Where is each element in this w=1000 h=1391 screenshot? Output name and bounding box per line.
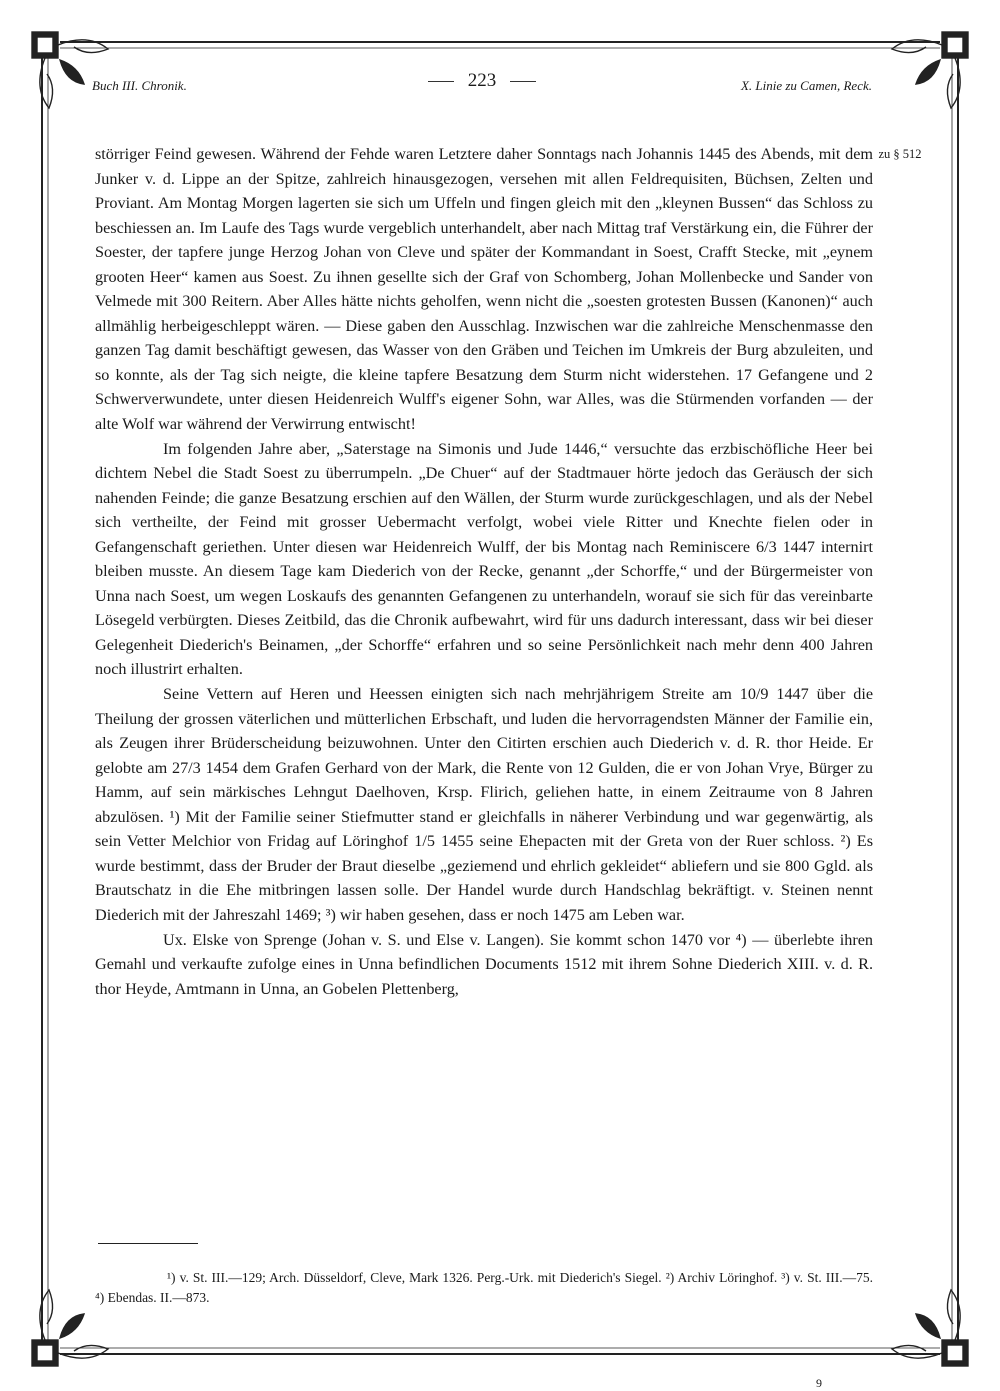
paragraph-3: Seine Vettern auf Heren und Heessen einigten sich nach mehrjährigem Streite am 10/9 1447 über die Theilung der grossen väterlichen und mütterlichen Erbschaft, und luden die hervorragendsten Männer der Familie ein, als Zeugen ihrer Brüderscheidung beizuwohnen. Unter den Citirten erschien auch Diederich v. d. R. thor Heide. Er gelobte am 27/3 1454 dem Grafen Gerhard von der Mark, die Rente von 12 Gulden, die er von Johan Vrye, Bürger zu Hamm, auf sein märkisches Lehngut Daelhoven, Krsp. Flirich, geliehen hatte, in einem Zeitraume von 8 Jahren abzulösen. ¹) Mit der Familie seiner Stiefmutter stand er gleichfalls in näherer Verbindung und war gegenwärtig, als sein Vetter Melchior von Fridag auf Löringhof 1/5 1455 seine Ehepacten mit der Greta von der Ruer schloss. ²) Es wurde bestimmt, dass der Bruder der Braut dieselbe „geziemend und ehrlich gekleidet“ abliefern und sie 800 Ggld. als Brautschatz in die Ehe mitbringen lassen solle. Der Handel wurde durch Handschlag bekräftigt. v. Steinen nennt Diederich mit der Jahreszahl 1469; ³) wir haben gesehen, dass er noch 1475 am Leben war. <box>95 685 873 924</box>
margin-note: zu § 512 <box>878 147 922 161</box>
paragraph-1: störriger Feind gewesen. Während der Fehde waren Letztere daher Sonntags nach Johannis 1445 des Abends, mit dem Junker v. d. Lippe an der Spitze, zahlreich hinausgezogen, versehen mit allen Feldrequisiten, Büchsen, Zelten und Proviant. Am Montag Morgen lagerten sie sich um Uffeln und fingen gleich mit den „kleynen Bussen“ das Schloss zu beschiessen an. Im Laufe des Tags wurde vergeblich unterhandelt, aber nach Mittag traf Verstärkung ein, die Führer der Soester, der tapfere junge Herzog Johan von Cleve und später der Kommandant in Soest, Crafft Stecke, mit „eynem grooten Heer“ kamen aus Soest. Zu ihnen gesellte sich der Graf von Schomberg, Johan Mollenbecke und Sander von Velmede mit 300 Reitern. Aber Alles hätte nichts geholfen, wenn nicht die „soesten grotesten Bussen (Kanonen)“ auch allmählig herbeigeschleppt wären. — Diese gaben den Ausschlag. Inzwischen war die zahlreiche Menschenmasse den ganzen Tag damit beschäftigt gewesen, das Wasser von den Gräben und Teichen im Umkreis der Burg abzuleiten, und so konnte, als der Tag sich neigte, die kleine tapfere Besatzung dem Sturm nicht widerstehen. 17 Gefangene und 2 Schwerverwundete, unter diesen Heidenreich Wulff's eigener Sohn, war Alles, was die Stürmenden vorfanden — der alte Wolf war während der Verwirrung entwischt! <box>95 145 873 434</box>
footnote-rule <box>98 1243 198 1244</box>
footnotes: ¹) v. St. III.—129; Arch. Düsseldorf, Cleve, Mark 1326. Perg.-Urk. mit Diederich's Siegel. ²) Archiv Löringhof. ³) v. St. III.—75. ⁴) Ebendas. II.—873. <box>95 1270 873 1305</box>
paragraph-4: Ux. Elske von Sprenge (Johan v. S. und Else v. Langen). Sie kommt schon 1470 vor ⁴) — überlebte ihren Gemahl und verkaufte zufolge eines in Unna befindlichen Documents 1512 mit ihrem Sohne Diederich XIII. v. d. R. thor Heyde, Amtmann in Unna, an Gobelen Plettenberg, <box>95 930 873 998</box>
page-number: 223 <box>467 70 497 91</box>
stray-mark: 9 <box>816 1376 822 1390</box>
corner-ornament-top-right <box>892 32 968 108</box>
body-text <box>95 142 873 1001</box>
header-right: X. Linie zu Camen, Reck. <box>740 78 872 93</box>
paragraph-2: Im folgenden Jahre aber, „Saterstage na Simonis und Jude 1446,“ versuchte das erzbischöfliche Heer bei dichtem Nebel die Stadt Soest zu überrumpeln. „De Chuer“ auf der Stadtmauer hörte jedoch das Geräusch der sich nahenden Feinde; die ganze Besatzung erschien auf den Wällen, der Sturm wurde zurückgeschlagen, und als der Nebel sich vertheilte, der Feind mit grosser Uebermacht verfolgt, wobei viele Ritter und Knechte fielen oder in Gefangenschaft geriethen. Unter diesen war Heidenreich Wulff, der bis Montag nach Reminiscere 6/3 1447 internirt bleiben musste. An diesem Tage kam Diederich von der Recke, genannt „der Schorffe,“ und der Bürgermeister von Unna nach Soest, um wegen Loskaufs des genannten Gefangenen zu unterhandeln, worauf sie sich für das vereinbarte Lösegeld verbürgten. Dieses Zeitbild, das die Chronik aufbewahrt, wird für uns dadurch interessant, dass wir bei dieser Gelegenheit Diederich's Beinamen, „der Schorffe“ erfahren und so seine Persönlichkeit nach mehr denn 400 Jahren noch illustrirt erhalten. <box>95 439 873 679</box>
header-left: Buch III. Chronik. <box>92 78 187 93</box>
running-header <box>92 70 872 94</box>
